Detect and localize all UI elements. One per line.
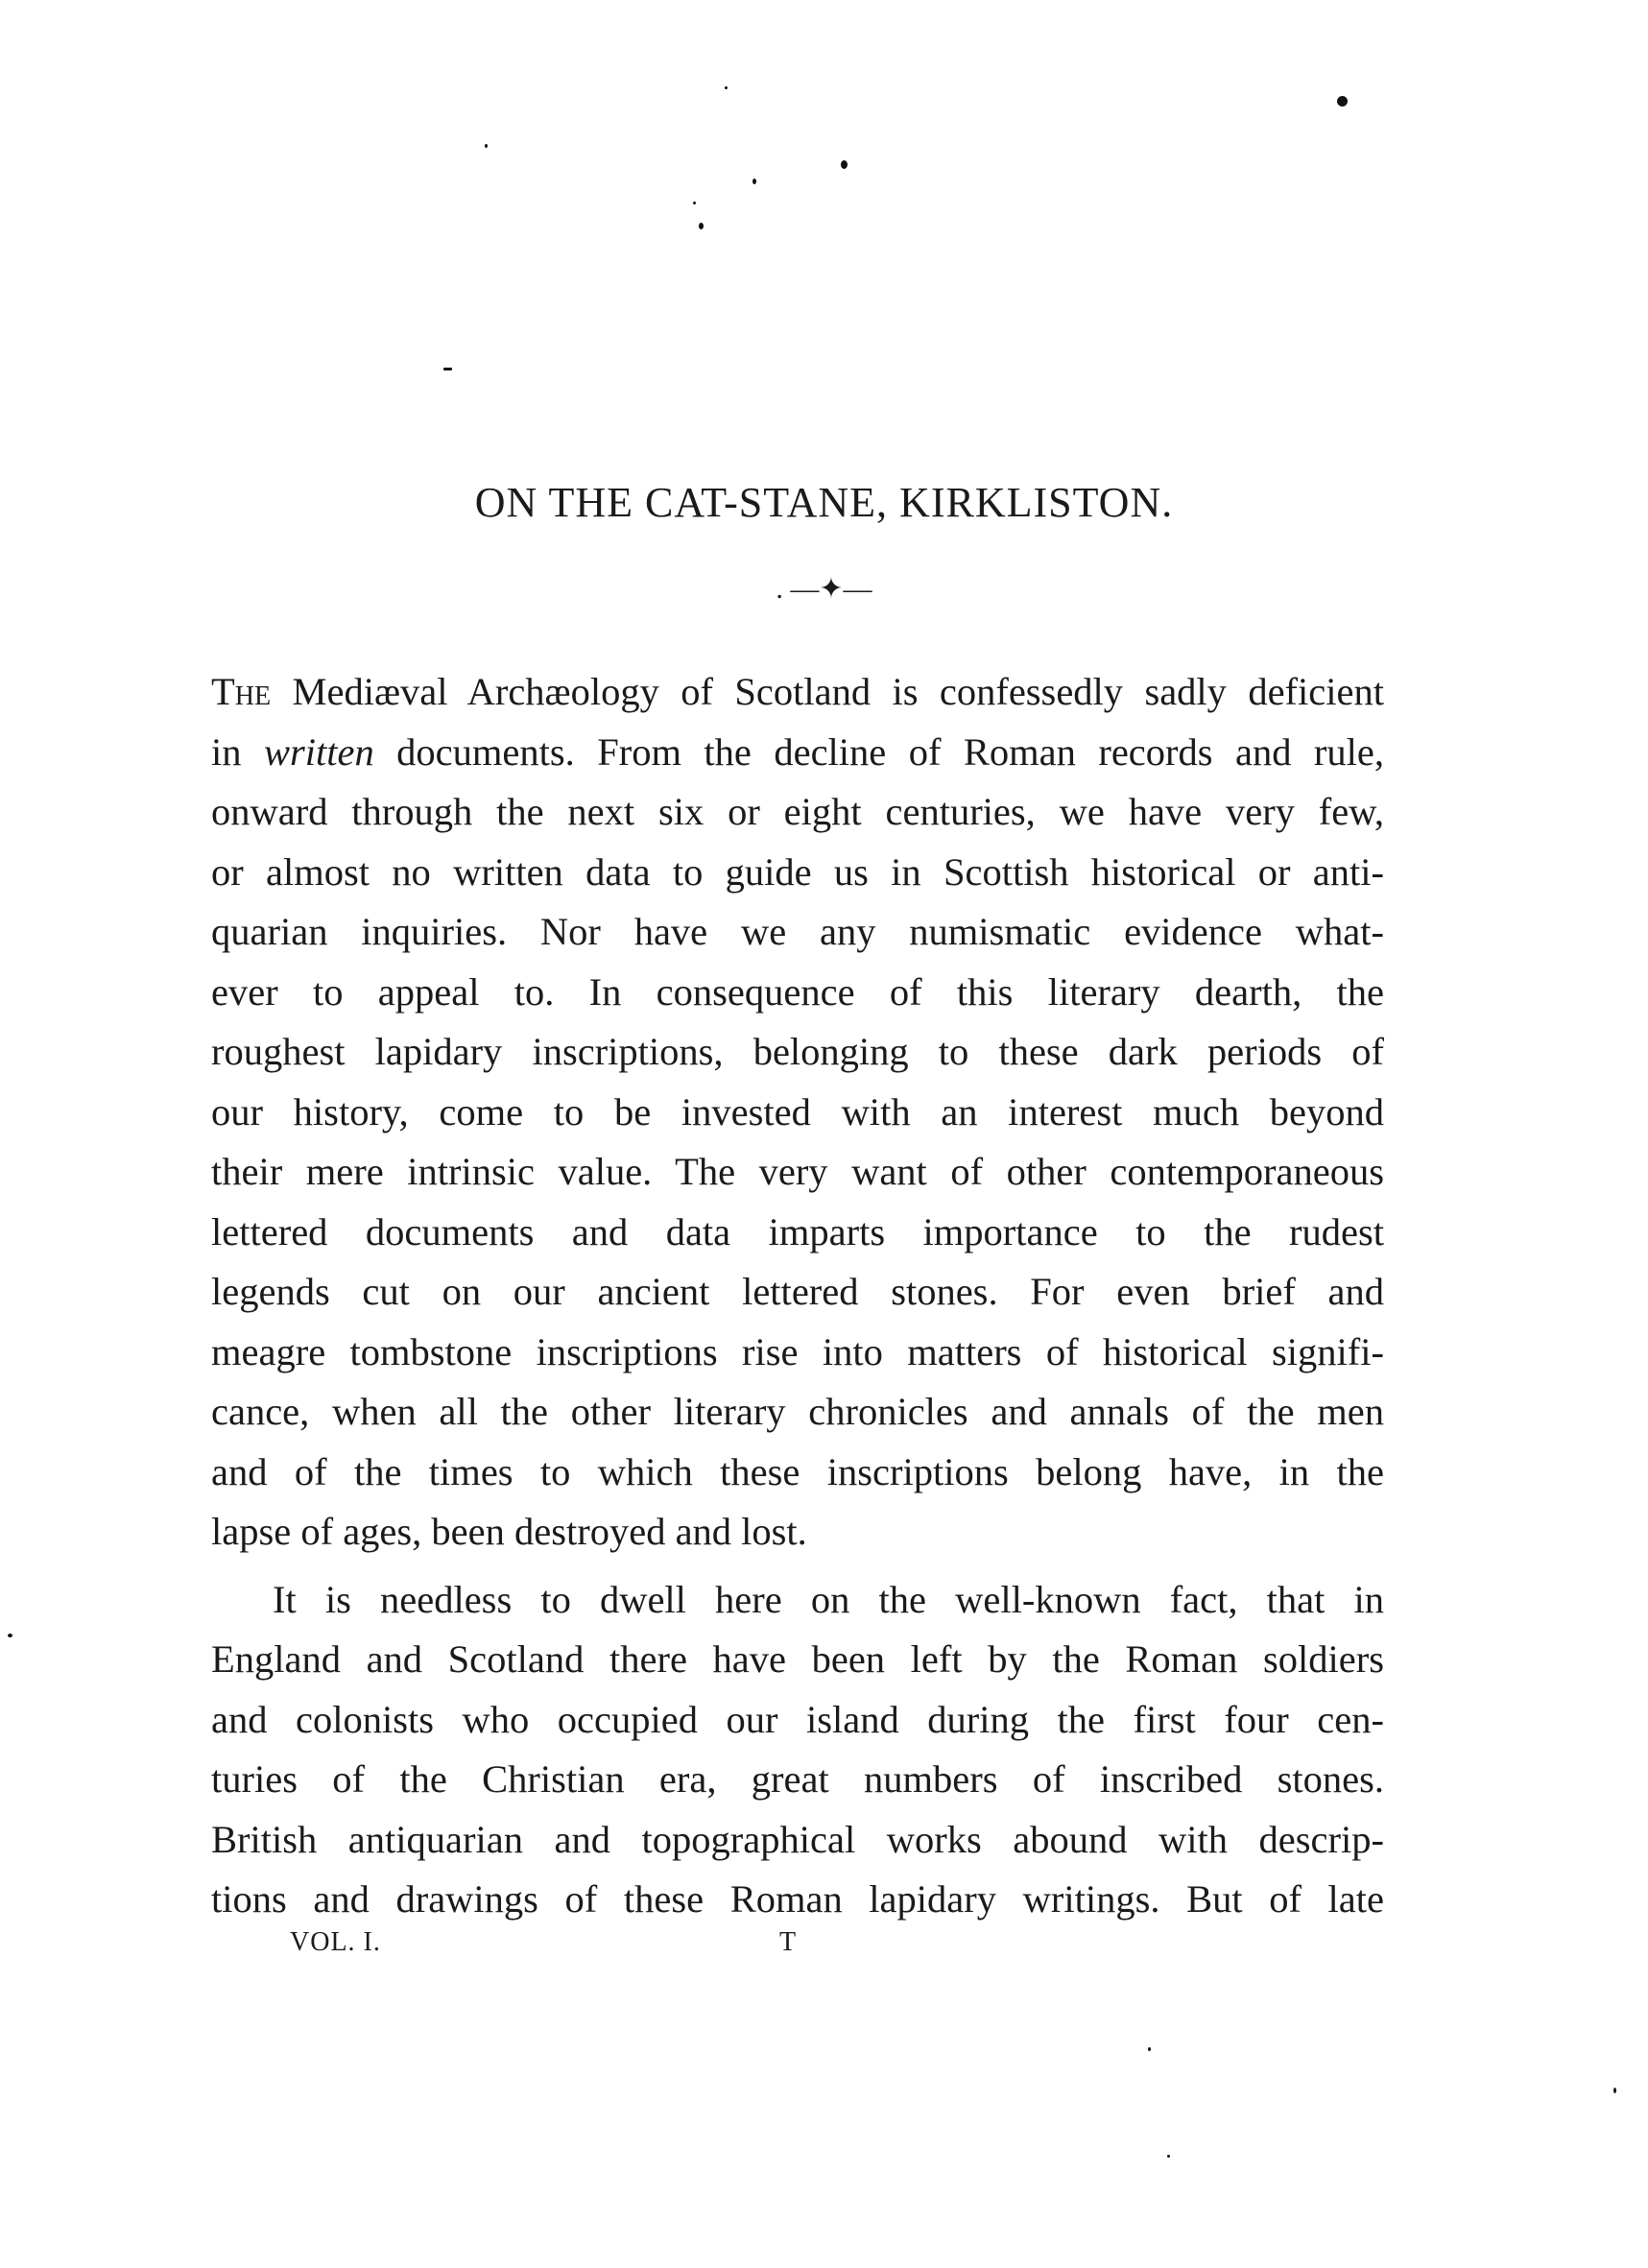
scan-speck	[485, 144, 488, 148]
scan-speck	[1613, 2088, 1616, 2093]
paragraph-1-line-9: their mere intrinsic value. The very want of other contemporaneous	[211, 1150, 1384, 1193]
paragraph-1-line-12: meagre tombstone inscriptions rise into matters of historical signifi-	[211, 1329, 1384, 1373]
paragraph-2-line-6: tions and drawings of these Roman lapidary writings. But of late	[211, 1877, 1384, 1921]
paragraph-1-line-6: ever to appeal to. In consequence of this literary dearth, the	[211, 969, 1384, 1014]
scan-speck	[841, 160, 848, 169]
paragraph-1-line-14: and of the times to which these inscriptions belong have, in the	[211, 1449, 1384, 1493]
scan-speck	[1148, 2047, 1151, 2051]
scan-speck	[8, 1634, 12, 1637]
paragraph-1-line-3: onward through the next six or eight centuries, we have very few,	[211, 790, 1384, 833]
paragraph-1-line-11: legends cut on our ancient lettered stones. For even brief and	[211, 1270, 1384, 1313]
scan-speck	[443, 368, 452, 370]
scan-speck	[752, 179, 756, 184]
scan-speck	[725, 86, 728, 89]
paragraph-1-line-5: quarian inquiries. Nor have we any numismatic evidence what-	[211, 910, 1384, 953]
page-title: ON THE CAT-STANE, KIRKLISTON.	[474, 479, 1174, 526]
paragraph-2-line-3: and colonists who occupied our island during the first four cen-	[211, 1697, 1384, 1741]
scan-speck	[1337, 96, 1348, 107]
signature-mark: T	[779, 1927, 798, 1957]
paragraph-gap	[211, 1563, 1384, 1570]
paragraph-1-line-7: roughest lapidary inscriptions, belonging to these dark periods of	[211, 1030, 1384, 1073]
body-text	[211, 662, 1384, 1930]
paragraph-2-line-4: turies of the Christian era, great numbers of inscribed stones.	[211, 1757, 1384, 1801]
title-ornament: . —✦—	[776, 573, 872, 605]
paragraph-2-line-5: British antiquarian and topographical works abound with descrip-	[211, 1817, 1384, 1861]
paragraph-1-line-1: The Mediæval Archæology of Scotland is confessedly sadly deficient	[211, 670, 1384, 713]
paragraph-1-line-2: in written documents. From the decline of Roman records and rule,	[211, 729, 1384, 774]
paragraph-2-line-2: England and Scotland there have been left by the Roman soldiers	[211, 1637, 1384, 1681]
volume-footer: VOL. I.	[290, 1927, 381, 1957]
paragraph-1-line-15: lapse of ages, been destroyed and lost.	[211, 1510, 807, 1553]
scan-speck	[693, 202, 696, 204]
scan-speck	[1167, 2155, 1170, 2158]
paragraph-1-line-13: cance, when all the other literary chronicles and annals of the men	[211, 1390, 1384, 1433]
scan-speck	[699, 223, 704, 229]
paragraph-1-line-4: or almost no written data to guide us in Scottish historical or anti-	[211, 849, 1384, 894]
paragraph-2-line-1: It is needless to dwell here on the well-known fact, that in	[273, 1577, 1384, 1621]
paragraph-1-line-8: our history, come to be invested with an interest much beyond	[211, 1089, 1384, 1134]
drop-word: The	[211, 670, 272, 713]
italic-word: written	[263, 729, 374, 774]
paragraph-1-line-10: lettered documents and data imparts importance to the rudest	[211, 1209, 1384, 1253]
